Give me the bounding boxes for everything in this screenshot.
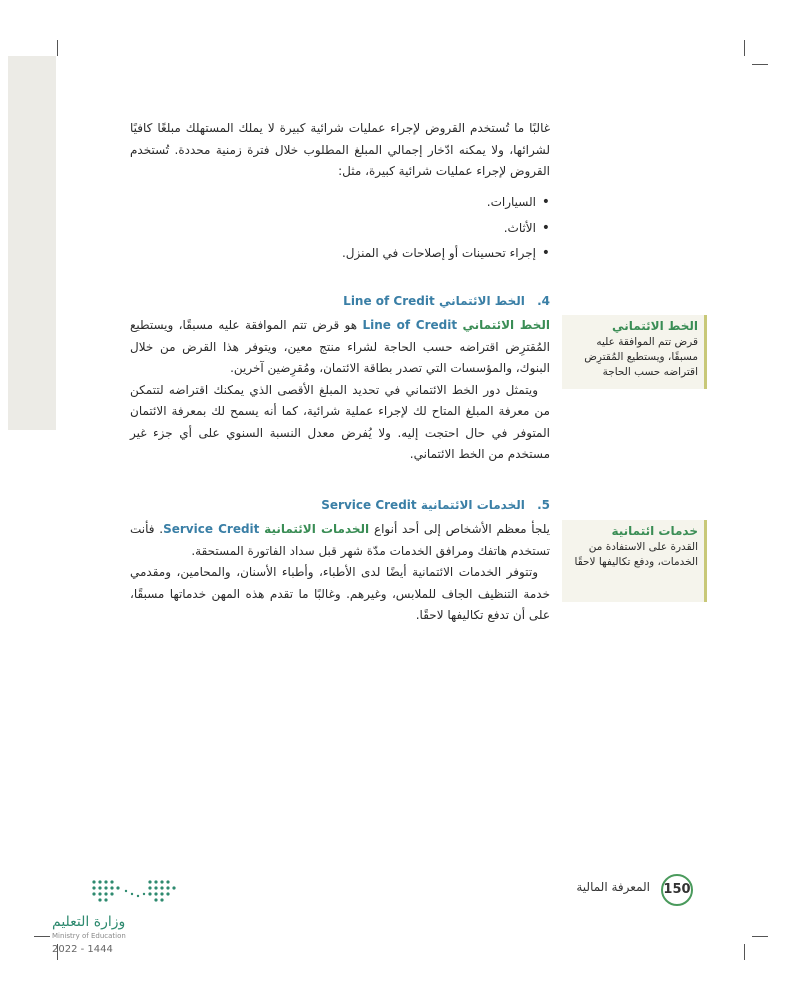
heading-arabic: الخط الائتماني xyxy=(438,294,525,308)
section-5-paragraph-1 xyxy=(130,519,550,562)
list-item: • السيارات. xyxy=(342,190,550,216)
section-5-heading xyxy=(321,498,550,512)
heading-english: Line of Credit xyxy=(343,294,435,308)
section-5-body xyxy=(130,519,550,627)
crop-mark xyxy=(744,944,745,960)
paragraph-text: هو قرض تتم الموافقة عليه مسبقًا، ويستطيع المُقترِض اقتراضه حسب الحاجة لشراء منتج معين، ويتوفر هذا القرض من خلال البنوك، والمؤسسات التي تصدر بطاقة الائتمان، ومُقرِضين آخرين. xyxy=(130,318,550,375)
edition-year: 2022 - 1444 xyxy=(52,944,113,955)
section-4-body xyxy=(130,315,550,466)
glossary-title: خدمات ائتمانية xyxy=(611,524,698,538)
term-english: Line of Credit xyxy=(362,318,458,332)
side-band xyxy=(8,56,56,430)
crop-mark xyxy=(744,40,745,56)
section-number: 4. xyxy=(537,294,550,308)
section-4-paragraph-2: ويتمثل دور الخط الائتماني في تحديد المبلغ الأقصى الذي يمكنك اقتراضه لتتمكن من معرفة المبلغ المتاح لك لإجراء عملية شرائية، كما أنه يسمح لك بمعرفة الائتمان المتوفر في حال احتجت إليه. ولا يُفرض معدل النسبة السنوي على أي جزء غير مستخدم من الخط الائتماني. xyxy=(130,382,550,461)
crop-mark xyxy=(34,936,50,937)
term-arabic: الخط الائتماني xyxy=(462,318,550,332)
list-item: • الأثاث. xyxy=(342,216,550,242)
glossary-definition: قرض تتم الموافقة عليه مسبقًا، ويستطيع المُقترِض اقتراضه حسب الحاجة xyxy=(584,336,698,378)
logo-dots-icon xyxy=(90,878,180,902)
ministry-name-arabic: وزارة التعليم xyxy=(52,914,126,930)
intro-paragraph: غالبًا ما تُستخدم القروض لإجراء عمليات شرائية كبيرة لا يملك المستهلك مبلغًا كافيًا لشرائها، ولا يمكنه ادّخار إجمالي المبلغ المطلوب خلال فترة زمنية محددة. تُستخدم القروض لإجراء عمليات شرائية كبيرة، مثل: xyxy=(130,121,550,178)
crop-mark xyxy=(752,936,768,937)
intro-block xyxy=(130,118,550,183)
crop-mark xyxy=(752,64,768,65)
heading-arabic: الخدمات الائتمانية xyxy=(420,498,525,512)
list-item: • إجراء تحسينات أو إصلاحات في المنزل. xyxy=(342,241,550,267)
bullet-list xyxy=(342,190,550,267)
paragraph-text: يلجأ معظم الأشخاص إلى أحد أنواع xyxy=(373,522,551,536)
page-number: 150 xyxy=(661,874,693,906)
term-arabic: الخدمات الائتمانية xyxy=(264,522,370,536)
crop-mark xyxy=(57,40,58,56)
heading-english: Service Credit xyxy=(321,498,417,512)
book-title: المعرفة المالية xyxy=(576,880,650,894)
section-5-paragraph-2: وتتوفر الخدمات الائتمانية أيضًا لدى الأطباء، وأطباء الأسنان، والمحامين، ومقدمي خدمة التنظيف الجاف للملابس، وغيرهم. وغالبًا ما تقدم هذه المهن خدماتها مسبقًا، على أن تدفع تكاليفها لاحقًا. xyxy=(130,565,550,622)
paragraph-text: . فأنت تستخدم هاتفك ومرافق الخدمات مدّة شهر قبل سداد الفاتورة المستحقة. xyxy=(130,522,550,558)
glossary-box-service-credit xyxy=(562,520,707,602)
glossary-box-line-of-credit xyxy=(562,315,707,389)
term-english: Service Credit xyxy=(163,522,260,536)
glossary-title: الخط الائتماني xyxy=(612,319,698,333)
ministry-name-english: Ministry of Education xyxy=(52,932,126,940)
section-4-heading xyxy=(343,294,550,308)
section-number: 5. xyxy=(537,498,550,512)
glossary-definition: القدرة على الاستفادة من الخدمات، ودفع تكاليفها لاحقًا xyxy=(574,541,698,568)
section-4-paragraph-1 xyxy=(130,315,550,380)
